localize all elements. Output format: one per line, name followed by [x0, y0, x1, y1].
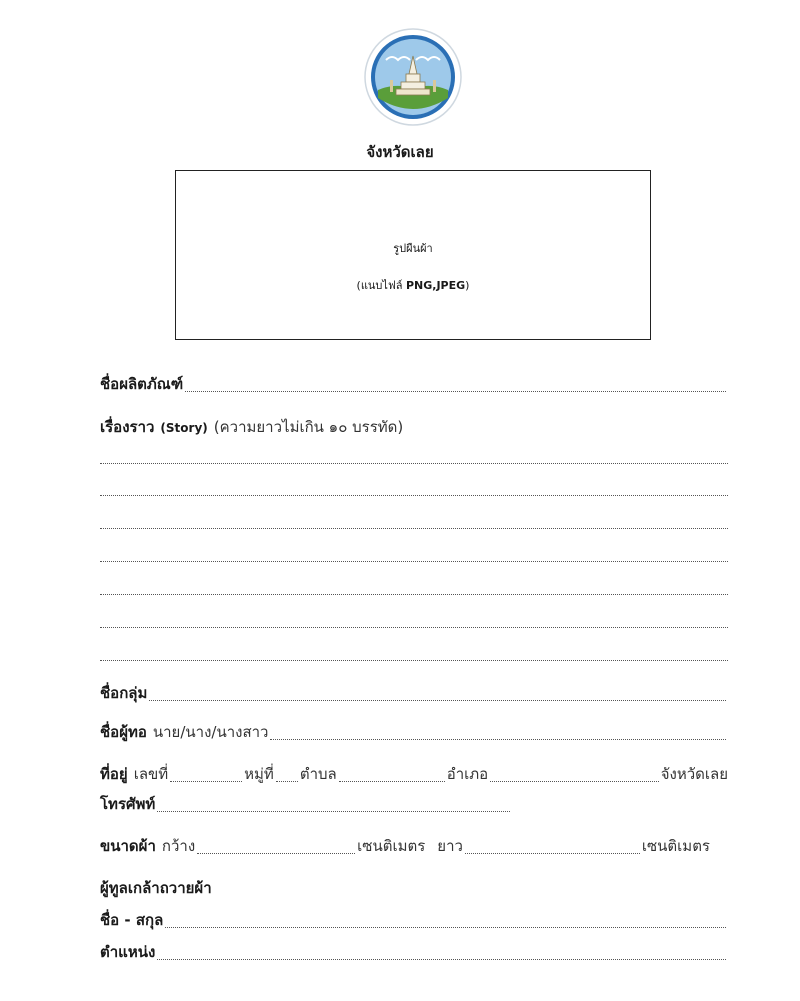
story-line-5[interactable]: [100, 593, 728, 595]
weaver-field[interactable]: [270, 738, 726, 740]
presenter-heading-row: [100, 876, 728, 900]
size-cm1-label: เซนติเมตร: [357, 837, 426, 855]
story-hint: (ความยาวไม่เกิน ๑๐ บรรทัด): [213, 418, 404, 436]
weaver-row: [100, 720, 728, 744]
story-line-4[interactable]: [100, 560, 728, 562]
group-row: [100, 681, 728, 705]
product-name-row: [100, 372, 728, 396]
address-amphoe-field[interactable]: [490, 780, 659, 782]
presenter-name-label: ชื่อ - สกุล: [100, 911, 164, 929]
weaver-title: นาย/นาง/นางสาว: [152, 723, 269, 741]
address-moo-label: หมู่ที่: [244, 765, 274, 783]
presenter-name-field[interactable]: [165, 926, 726, 928]
address-province-text: จังหวัดเลย: [660, 765, 728, 783]
address-label: ที่อยู่: [100, 765, 128, 783]
presenter-position-row: [100, 940, 728, 964]
address-row: [100, 762, 728, 786]
size-length-field[interactable]: [465, 852, 640, 854]
photo-box-note: (แนบไฟล์ PNG,JPEG): [356, 279, 470, 292]
story-line-1[interactable]: [100, 462, 728, 464]
story-label: เรื่องราว: [100, 418, 155, 436]
size-width-label: กว้าง: [161, 837, 196, 855]
presenter-heading: ผู้ทูลเกล้าถวายผ้า: [100, 879, 212, 897]
photo-upload-box[interactable]: [175, 170, 651, 340]
size-row: [100, 834, 710, 858]
product-name-label: ชื่อผลิตภัณฑ์: [100, 375, 184, 393]
group-label: ชื่อกลุ่ม: [100, 684, 148, 702]
address-no-label: เลขที่: [133, 765, 169, 783]
weaver-label: ชื่อผู้ทอ: [100, 723, 147, 741]
story-line-6[interactable]: [100, 626, 728, 628]
presenter-name-row: [100, 908, 728, 932]
story-line-2[interactable]: [100, 494, 728, 496]
story-line-7[interactable]: [100, 659, 728, 661]
address-tambon-field[interactable]: [339, 780, 445, 782]
address-tambon-label: ตำบล: [299, 765, 337, 783]
story-en-label: (Story): [160, 421, 208, 435]
province-seal-icon: [364, 28, 462, 126]
size-cm2-label: เซนติเมตร: [641, 837, 710, 855]
address-no-field[interactable]: [170, 780, 242, 782]
address-moo-field[interactable]: [276, 780, 298, 782]
story-line-3[interactable]: [100, 527, 728, 529]
story-row: [100, 415, 728, 439]
phone-row: [100, 792, 512, 816]
group-field[interactable]: [149, 699, 726, 701]
presenter-position-label: ตำแหน่ง: [100, 943, 156, 961]
province-title: จังหวัดเลย: [366, 143, 434, 161]
size-length-label: ยาว: [437, 837, 463, 855]
size-width-field[interactable]: [197, 852, 355, 854]
phone-field[interactable]: [157, 810, 510, 812]
size-label: ขนาดผ้า: [100, 837, 156, 855]
phone-label: โทรศัพท์: [100, 795, 156, 813]
address-amphoe-label: อำเภอ: [446, 765, 489, 783]
photo-box-title: รูปผืนผ้า: [393, 242, 433, 255]
product-name-field[interactable]: [185, 390, 726, 392]
presenter-position-field[interactable]: [157, 958, 726, 960]
